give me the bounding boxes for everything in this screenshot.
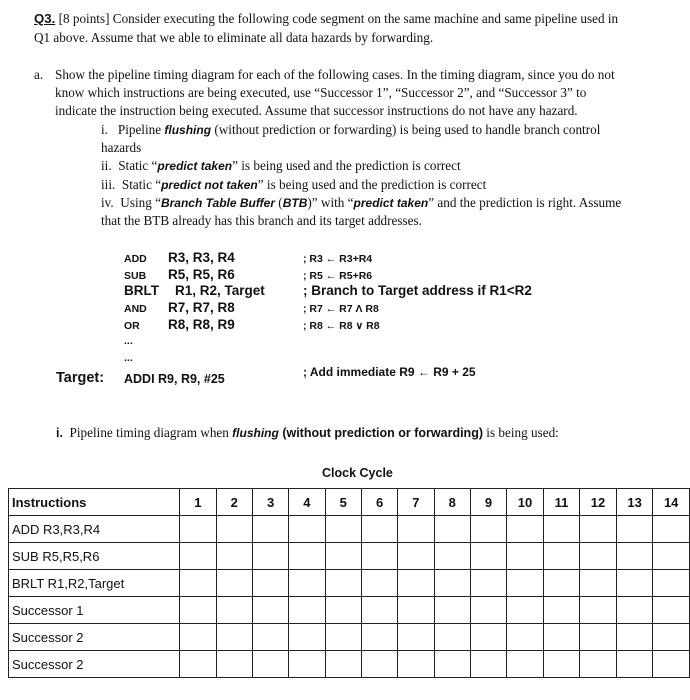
instruction-label: Successor 1 — [9, 597, 180, 624]
case-emphasis: predict taken — [353, 196, 429, 210]
case-text: ” and the prediction is right. Assume — [428, 195, 622, 210]
question-text: [8 points] Consider executing the following code segment on the same machine and same pipeline used in — [55, 11, 619, 26]
timing-cell[interactable] — [543, 516, 580, 543]
timing-cell[interactable] — [434, 597, 470, 624]
case-iii — [101, 176, 486, 194]
case-num: iv. — [101, 195, 114, 210]
table-row — [9, 570, 690, 597]
part-a-line-1: Show the pipeline timing diagram for each of the following cases. In the timing diagram, since you do not — [55, 67, 615, 82]
instruction-label: Successor 2 — [9, 624, 180, 651]
timing-cell[interactable] — [252, 570, 288, 597]
instruction-label: SUB R5,R5,R6 — [9, 543, 180, 570]
part-a-marker: a. — [34, 67, 44, 82]
timing-cell[interactable] — [580, 597, 617, 624]
cycle-number: 6 — [361, 489, 397, 516]
case-text: ” is being used and the prediction is correct — [232, 158, 461, 173]
timing-cell[interactable] — [398, 516, 434, 543]
timing-cell[interactable] — [252, 516, 288, 543]
code-comment: ; R3 ← R3+R4 — [303, 253, 373, 265]
code-op: OR — [124, 320, 140, 332]
timing-cell[interactable] — [325, 570, 361, 597]
timing-cell[interactable] — [653, 516, 690, 543]
table-row — [9, 516, 690, 543]
instructions-header: Instructions — [9, 489, 180, 516]
case-text: Static “ — [118, 158, 158, 173]
timing-cell[interactable] — [216, 651, 252, 678]
timing-cell[interactable] — [507, 597, 544, 624]
cycle-number: 10 — [507, 489, 544, 516]
timing-cell[interactable] — [180, 543, 216, 570]
case-text: Static “ — [121, 177, 162, 192]
timing-cell[interactable] — [325, 651, 361, 678]
timing-cell[interactable] — [361, 570, 397, 597]
case-iv-line-2: that the BTB already has this branch and its target addresses. — [101, 213, 422, 228]
target-label: Target: — [56, 370, 105, 386]
timing-cell[interactable] — [361, 624, 397, 651]
table-row — [9, 651, 690, 678]
timing-cell[interactable] — [361, 516, 397, 543]
timing-cell[interactable] — [361, 597, 397, 624]
timing-cell[interactable] — [543, 597, 580, 624]
timing-cell[interactable] — [434, 651, 470, 678]
part-a-line-2: know which instructions are being executed, use “Successor 1”, “Successor 2”, and “Successor 3” to — [55, 85, 587, 100]
case-emphasis: predict taken — [157, 159, 233, 173]
case-emphasis: flushing — [164, 123, 212, 137]
case-text: Using “ — [120, 195, 161, 210]
table-row — [9, 624, 690, 651]
case-emphasis: predict not taken — [161, 178, 258, 192]
timing-cell[interactable] — [580, 624, 617, 651]
timing-cell[interactable] — [580, 651, 617, 678]
pipeline-timing-table — [8, 488, 690, 678]
timing-cell[interactable] — [434, 570, 470, 597]
timing-cell[interactable] — [434, 543, 470, 570]
cycle-number: 4 — [289, 489, 325, 516]
case-text: ” is being used and the prediction is correct — [257, 177, 487, 192]
code-comment: ; R7 ← R7 Λ R8 — [303, 303, 379, 315]
question-line-1 — [34, 10, 618, 28]
sub-i-emphasis: flushing — [232, 426, 279, 440]
code-args: R1, R2, Target — [175, 283, 265, 298]
timing-cell[interactable] — [398, 543, 434, 570]
instruction-label: Successor 2 — [9, 651, 180, 678]
case-text: (without prediction or forwarding) is being used to handle branch control — [211, 122, 601, 137]
timing-cell[interactable] — [507, 516, 544, 543]
cycle-number: 13 — [616, 489, 653, 516]
timing-cell[interactable] — [507, 570, 544, 597]
timing-cell[interactable] — [434, 624, 470, 651]
timing-cell[interactable] — [653, 624, 690, 651]
part-a-line-3: indicate the instruction being executed. Assume that successor instructions do not have any hazard. — [55, 103, 578, 118]
code-op: BRLT — [124, 283, 159, 298]
timing-cell[interactable] — [543, 543, 580, 570]
timing-cell[interactable] — [470, 570, 506, 597]
ellipsis: ... — [124, 335, 133, 347]
timing-cell[interactable] — [216, 570, 252, 597]
case-num: ii. — [101, 158, 112, 173]
timing-cell[interactable] — [180, 624, 216, 651]
timing-cell[interactable] — [507, 624, 544, 651]
code-args: R8, R8, R9 — [168, 317, 235, 332]
sub-i-tail: is being used: — [483, 425, 559, 440]
timing-cell[interactable] — [543, 570, 580, 597]
timing-cell[interactable] — [398, 651, 434, 678]
case-num: i. — [101, 122, 108, 137]
timing-cell[interactable] — [180, 570, 216, 597]
timing-cell[interactable] — [216, 624, 252, 651]
timing-cell[interactable] — [653, 543, 690, 570]
code-op: SUB — [124, 270, 147, 282]
timing-cell[interactable] — [398, 570, 434, 597]
target-comment: ; Add immediate R9 ← R9 + 25 — [303, 365, 476, 379]
timing-cell[interactable] — [580, 543, 617, 570]
sub-i-pre: Pipeline timing diagram when — [69, 425, 233, 440]
question-line-2: Q1 above. Assume that we able to eliminate all data hazards by forwarding. — [34, 30, 434, 45]
cycle-number: 2 — [216, 489, 252, 516]
timing-cell[interactable] — [252, 543, 288, 570]
case-text: ( — [275, 195, 283, 210]
timing-cell[interactable] — [216, 516, 252, 543]
cycle-number: 7 — [398, 489, 434, 516]
table-row — [9, 597, 690, 624]
code-args: R3, R3, R4 — [168, 250, 235, 265]
sub-i-post: (without prediction or forwarding) — [278, 426, 483, 440]
table-row — [9, 543, 690, 570]
timing-cell[interactable] — [507, 543, 544, 570]
timing-cell[interactable] — [361, 543, 397, 570]
cycle-number: 5 — [325, 489, 361, 516]
cycle-number: 14 — [653, 489, 690, 516]
timing-cell[interactable] — [470, 516, 506, 543]
timing-cell[interactable] — [289, 651, 325, 678]
code-comment: ; Branch to Target address if R1<R2 — [303, 283, 532, 298]
timing-cell[interactable] — [470, 543, 506, 570]
clock-cycle-label: Clock Cycle — [322, 466, 393, 480]
timing-cell[interactable] — [325, 516, 361, 543]
timing-cell[interactable] — [580, 570, 617, 597]
timing-cell[interactable] — [616, 651, 653, 678]
cycle-number: 12 — [580, 489, 617, 516]
timing-cell[interactable] — [470, 597, 506, 624]
cycle-number: 9 — [470, 489, 506, 516]
case-text: Pipeline — [117, 122, 165, 137]
timing-cell[interactable] — [325, 543, 361, 570]
timing-cell[interactable] — [616, 570, 653, 597]
timing-cell[interactable] — [252, 624, 288, 651]
timing-cell[interactable] — [470, 651, 506, 678]
table-header-row — [9, 489, 690, 516]
code-args: R7, R7, R8 — [168, 300, 235, 315]
timing-cell[interactable] — [616, 597, 653, 624]
timing-cell[interactable] — [398, 597, 434, 624]
timing-cell[interactable] — [289, 624, 325, 651]
timing-cell[interactable] — [289, 570, 325, 597]
case-emphasis: Branch Table Buffer — [160, 196, 275, 210]
cycle-number: 8 — [434, 489, 470, 516]
case-num: iii. — [101, 177, 116, 192]
case-emphasis: BTB — [282, 196, 308, 210]
timing-cell[interactable] — [398, 624, 434, 651]
code-op: ADD — [124, 253, 147, 265]
instruction-label: BRLT R1,R2,Target — [9, 570, 180, 597]
timing-cell[interactable] — [289, 543, 325, 570]
case-ii — [101, 157, 461, 175]
cycle-number: 1 — [180, 489, 216, 516]
case-iv — [101, 194, 621, 212]
timing-cell[interactable] — [470, 624, 506, 651]
case-i — [101, 121, 600, 139]
code-comment: ; R5 ← R5+R6 — [303, 270, 373, 282]
code-args: R5, R5, R6 — [168, 267, 235, 282]
instruction-label: ADD R3,R3,R4 — [9, 516, 180, 543]
timing-cell[interactable] — [252, 597, 288, 624]
timing-cell[interactable] — [507, 651, 544, 678]
timing-cell[interactable] — [543, 624, 580, 651]
timing-cell[interactable] — [289, 597, 325, 624]
timing-cell[interactable] — [434, 516, 470, 543]
code-comment: ; R8 ← R8 ∨ R8 — [303, 320, 380, 332]
timing-cell[interactable] — [325, 597, 361, 624]
cycle-number: 11 — [543, 489, 580, 516]
timing-cell[interactable] — [325, 624, 361, 651]
ellipsis: ... — [124, 352, 133, 364]
timing-cell[interactable] — [653, 651, 690, 678]
question-label: Q3. — [34, 11, 56, 26]
target-instr: ADDI R9, R9, #25 — [124, 372, 225, 386]
sub-i-text — [56, 424, 559, 442]
timing-cell[interactable] — [653, 597, 690, 624]
timing-cell[interactable] — [616, 516, 653, 543]
timing-cell[interactable] — [653, 570, 690, 597]
timing-cell[interactable] — [180, 516, 216, 543]
timing-cell[interactable] — [180, 597, 216, 624]
timing-cell[interactable] — [252, 651, 288, 678]
timing-cell[interactable] — [289, 516, 325, 543]
cycle-number: 3 — [252, 489, 288, 516]
case-text: )” with “ — [307, 195, 354, 210]
sub-i-num: i. — [56, 426, 63, 440]
code-op: AND — [124, 303, 147, 315]
timing-cell[interactable] — [216, 543, 252, 570]
timing-cell[interactable] — [216, 597, 252, 624]
timing-cell[interactable] — [361, 651, 397, 678]
case-i-line-2: hazards — [101, 140, 142, 155]
timing-cell[interactable] — [616, 624, 653, 651]
timing-cell[interactable] — [580, 516, 617, 543]
timing-cell[interactable] — [180, 651, 216, 678]
timing-cell[interactable] — [543, 651, 580, 678]
timing-cell[interactable] — [616, 543, 653, 570]
